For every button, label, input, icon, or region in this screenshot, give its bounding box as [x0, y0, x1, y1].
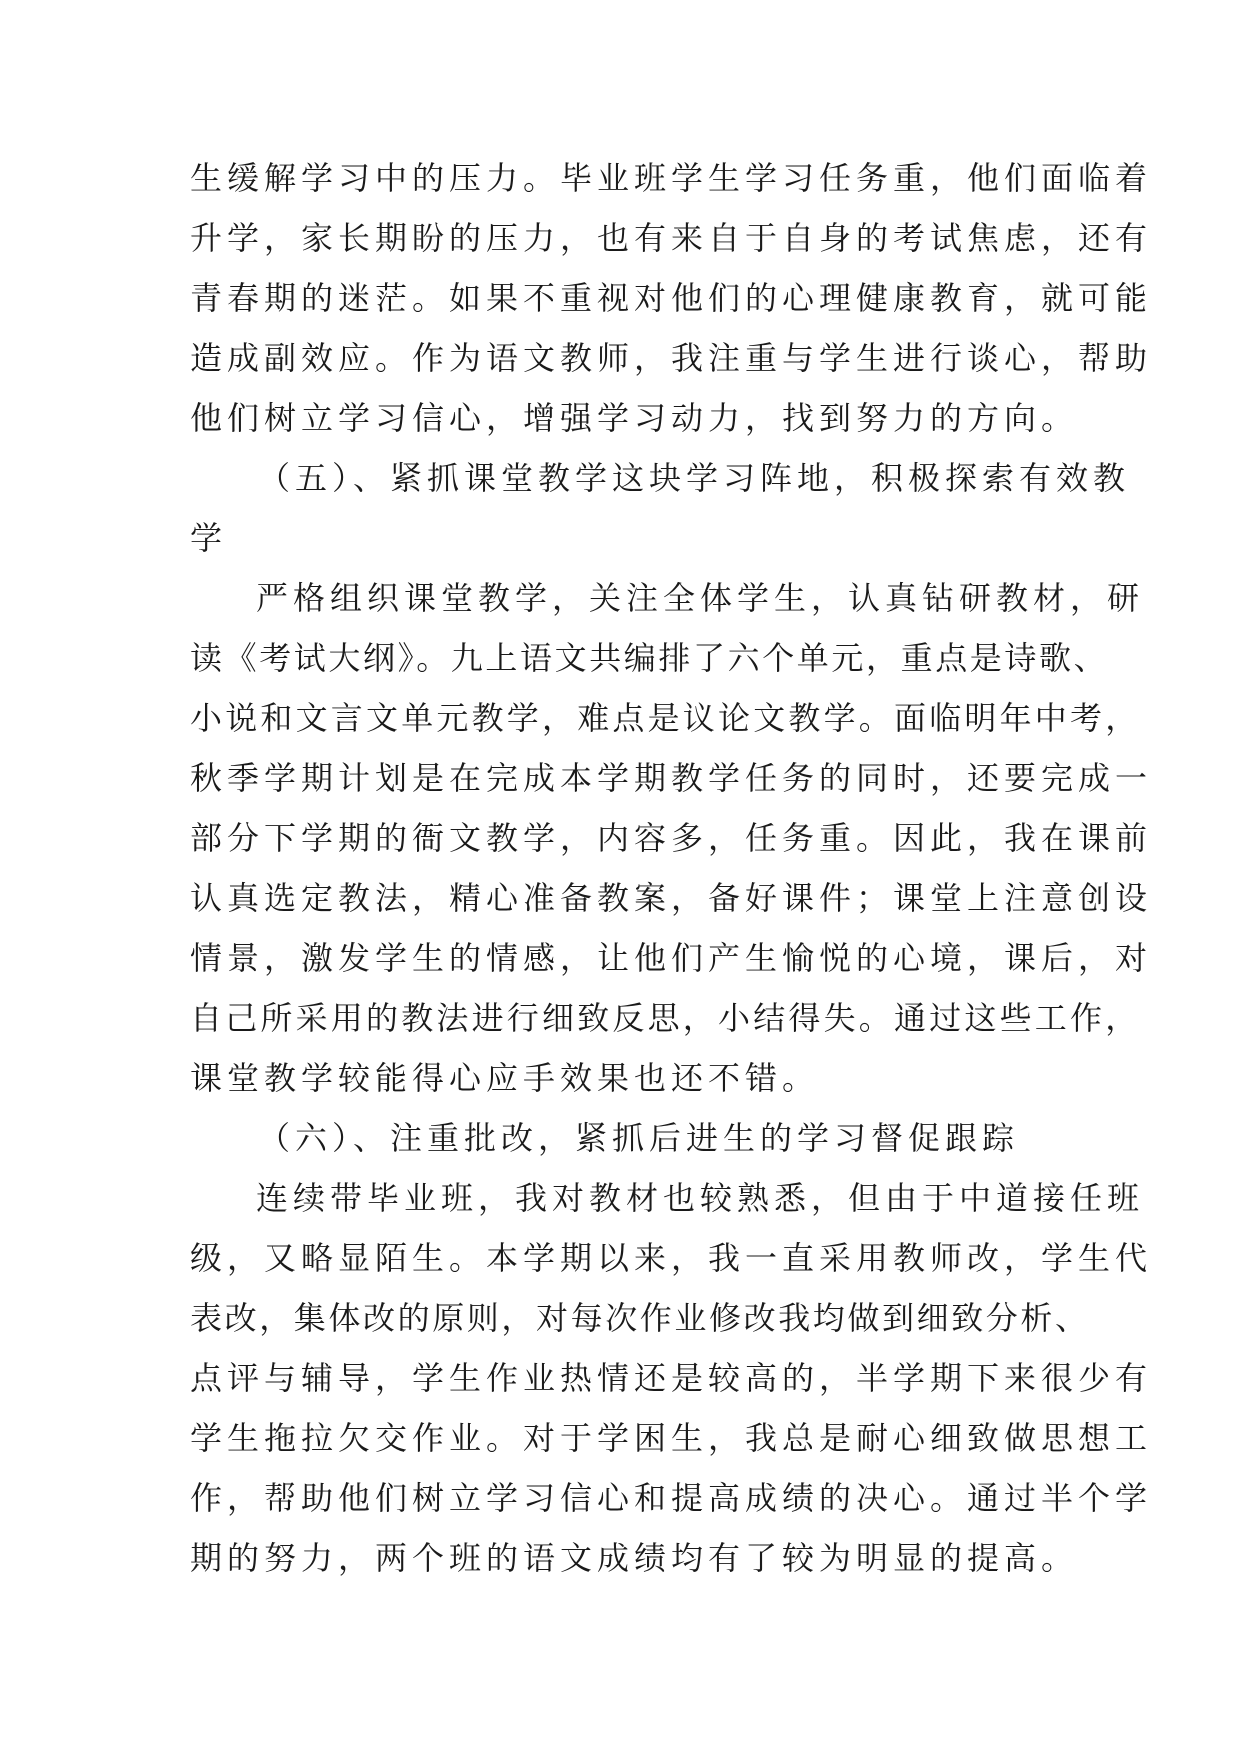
text-line: 读《考试大纲》。九上语文共编排了六个单元，重点是诗歌、 [190, 639, 1109, 677]
text-line: 严格组织课堂教学，关注全体学生，认真钻研教材，研 [256, 579, 1145, 617]
paragraph-classroom-teaching [190, 568, 1153, 1108]
text-line: 级，又略显陌生。本学期以来，我一直采用教师改，学生代 [190, 1239, 1153, 1277]
section-heading-6 [190, 1108, 1060, 1168]
text-line: 认真选定教法，精心准备教案，备好课件；课堂上注意创设 [190, 879, 1153, 917]
text-line: 情景，激发学生的情感，让他们产生愉悦的心境，课后，对 [190, 939, 1153, 977]
text-line: 期的努力，两个班的语文成绩均有了较为明显的提高。 [190, 1539, 1079, 1577]
text-line: 自己所采用的教法进行细致反思，小结得失。通过这些工作， [190, 999, 1141, 1037]
heading-line: （五）、紧抓课堂教学这块学习阵地，积极探索有效教 [258, 459, 1131, 497]
text-line: 学生拖拉欠交作业。对于学困生，我总是耐心细致做思想工 [190, 1419, 1153, 1457]
paragraph-stress-relief [190, 148, 1153, 448]
text-line: 连续带毕业班，我对教材也较熟悉，但由于中道接任班 [256, 1179, 1145, 1217]
section-heading-5 [190, 448, 1131, 568]
text-line: 他们树立学习信心，增强学习动力，找到努力的方向。 [190, 399, 1079, 437]
heading-line: （六）、注重批改，紧抓后进生的学习督促跟踪 [258, 1119, 1020, 1157]
text-line: 生缓解学习中的压力。毕业班学生学习任务重，他们面临着 [190, 159, 1153, 197]
text-line: 部分下学期的衙文教学，内容多，任务重。因此，我在课前 [190, 819, 1153, 857]
heading-line: 学 [190, 519, 228, 557]
text-line: 秋季学期计划是在完成本学期教学任务的同时，还要完成一 [190, 759, 1153, 797]
paragraph-homework-correction [190, 1168, 1153, 1588]
document-body [190, 148, 1153, 1588]
text-line: 升学，家长期盼的压力，也有来自于自身的考试焦虑，还有 [190, 219, 1153, 257]
text-line: 表改，集体改的原则，对每次作业修改我均做到细致分析、 [190, 1299, 1090, 1337]
text-line: 青春期的迷茫。如果不重视对他们的心理健康教育，就可能 [190, 279, 1153, 317]
text-line: 小说和文言文单元教学，难点是议论文教学。面临明年中考， [190, 699, 1141, 737]
text-line: 作，帮助他们树立学习信心和提高成绩的决心。通过半个学 [190, 1479, 1153, 1517]
text-line: 造成副效应。作为语文教师，我注重与学生进行谈心，帮助 [190, 339, 1153, 377]
text-line: 课堂教学较能得心应手效果也还不错。 [190, 1059, 820, 1097]
text-line: 点评与辅导，学生作业热情还是较高的，半学期下来很少有 [190, 1359, 1153, 1397]
